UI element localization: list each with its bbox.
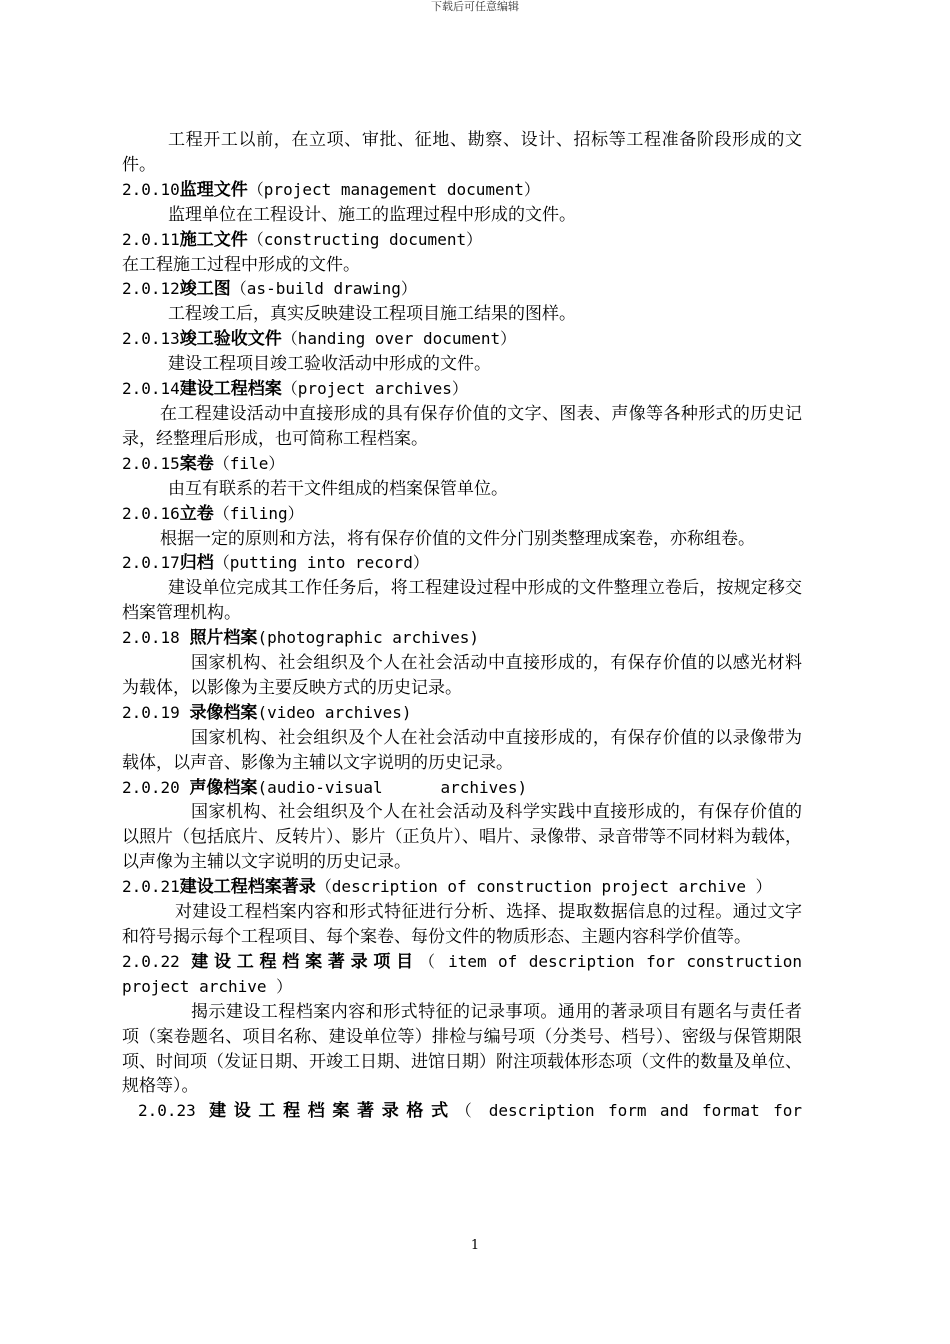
section-heading-2-0-15: 2.0.15案卷（file） (122, 453, 285, 474)
paragraph: 在工程施工过程中形成的文件。 (122, 254, 360, 275)
section-heading-2-0-20: 2.0.20 声像档案(audio-visual archives) (122, 777, 528, 798)
paragraph: 揭示建设工程档案内容和形式特征的记录事项。通用的著录项目有题名与责任者项（案卷题名、项目名称、建设单位等）排检与编号项（分类号、档号）、密级与保管期限项、时间项（发证日期、开竣工日期、进馆日期）附注项载体形态项（文件的数量及单位、规格等）。 (122, 1001, 802, 1097)
section-heading-2-0-23: 2.0.23 建设工程档案著录格式（ description form and format for (138, 1101, 803, 1122)
section-heading-2-0-19: 2.0.19 录像档案(video archives) (122, 702, 412, 723)
section-heading-2-0-21: 2.0.21建设工程档案著录（description of construction project archive ） (122, 877, 772, 898)
section-heading-2-0-17: 2.0.17归档（putting into record） (122, 553, 429, 574)
page-number: 1 (470, 1238, 480, 1253)
paragraph: 根据一定的原则和方法，将有保存价值的文件分门别类整理成案卷，亦称组卷。 (160, 528, 755, 549)
paragraph: 建设工程项目竣工验收活动中形成的文件。 (168, 354, 491, 375)
paragraph: 工程竣工后，真实反映建设工程项目施工结果的图样。 (168, 304, 576, 325)
section-heading-2-0-10: 2.0.10监理文件（project management document） (122, 179, 540, 200)
paragraph: 国家机构、社会组织及个人在社会活动中直接形成的，有保存价值的以录像带为载体，以声音、影像为主辅以文字说明的历史记录。 (122, 727, 802, 773)
paragraph: 由互有联系的若干文件组成的档案保管单位。 (168, 478, 508, 499)
document-body (122, 128, 802, 1124)
paragraph: 对建设工程档案内容和形式特征进行分析、选择、提取数据信息的过程。通过文字和符号揭示每个工程项目、每个案卷、每份文件的物质形态、主题内容科学价值等。 (122, 902, 802, 947)
paragraph: 工程开工以前，在立项、审批、征地、勘察、设计、招标等工程准备阶段形成的文件。 (122, 130, 802, 175)
section-heading-2-0-22-continued: project archive ） (122, 976, 293, 996)
section-heading-2-0-14: 2.0.14建设工程档案（project archives） (122, 379, 468, 400)
page-header: 下载后可任意编辑 (431, 0, 519, 13)
section-heading-2-0-16: 2.0.16立卷（filing） (122, 503, 304, 524)
section-heading-2-0-22: 2.0.22 建设工程档案著录项目（ item of description for construction (122, 951, 802, 972)
section-heading-2-0-18: 2.0.18 照片档案(photographic archives) (122, 628, 479, 649)
paragraph: 监理单位在工程设计、施工的监理过程中形成的文件。 (168, 204, 576, 225)
paragraph: 在工程建设活动中直接形成的具有保存价值的文字、图表、声像等各种形式的历史记录，经整理后形成，也可简称工程档案。 (122, 403, 802, 449)
paragraph: 国家机构、社会组织及个人在社会活动及科学实践中直接形成的，有保存价值的以照片（包括底片、反转片）、影片（正负片）、唱片、录像带、录音带等不同材料为载体，以声像为主辅以文字说明的历史记录。 (122, 802, 802, 873)
section-heading-2-0-12: 2.0.12竣工图（as-build drawing） (122, 279, 417, 300)
paragraph: 建设单位完成其工作任务后，将工程建设过程中形成的文件整理立卷后，按规定移交档案管理机构。 (122, 578, 802, 624)
section-heading-2-0-13: 2.0.13竣工验收文件（handing over document） (122, 329, 517, 350)
paragraph: 国家机构、社会组织及个人在社会活动中直接形成的，有保存价值的以感光材料为载体，以影像为主要反映方式的历史记录。 (122, 653, 802, 698)
section-heading-2-0-11: 2.0.11施工文件（constructing document） (122, 229, 483, 250)
